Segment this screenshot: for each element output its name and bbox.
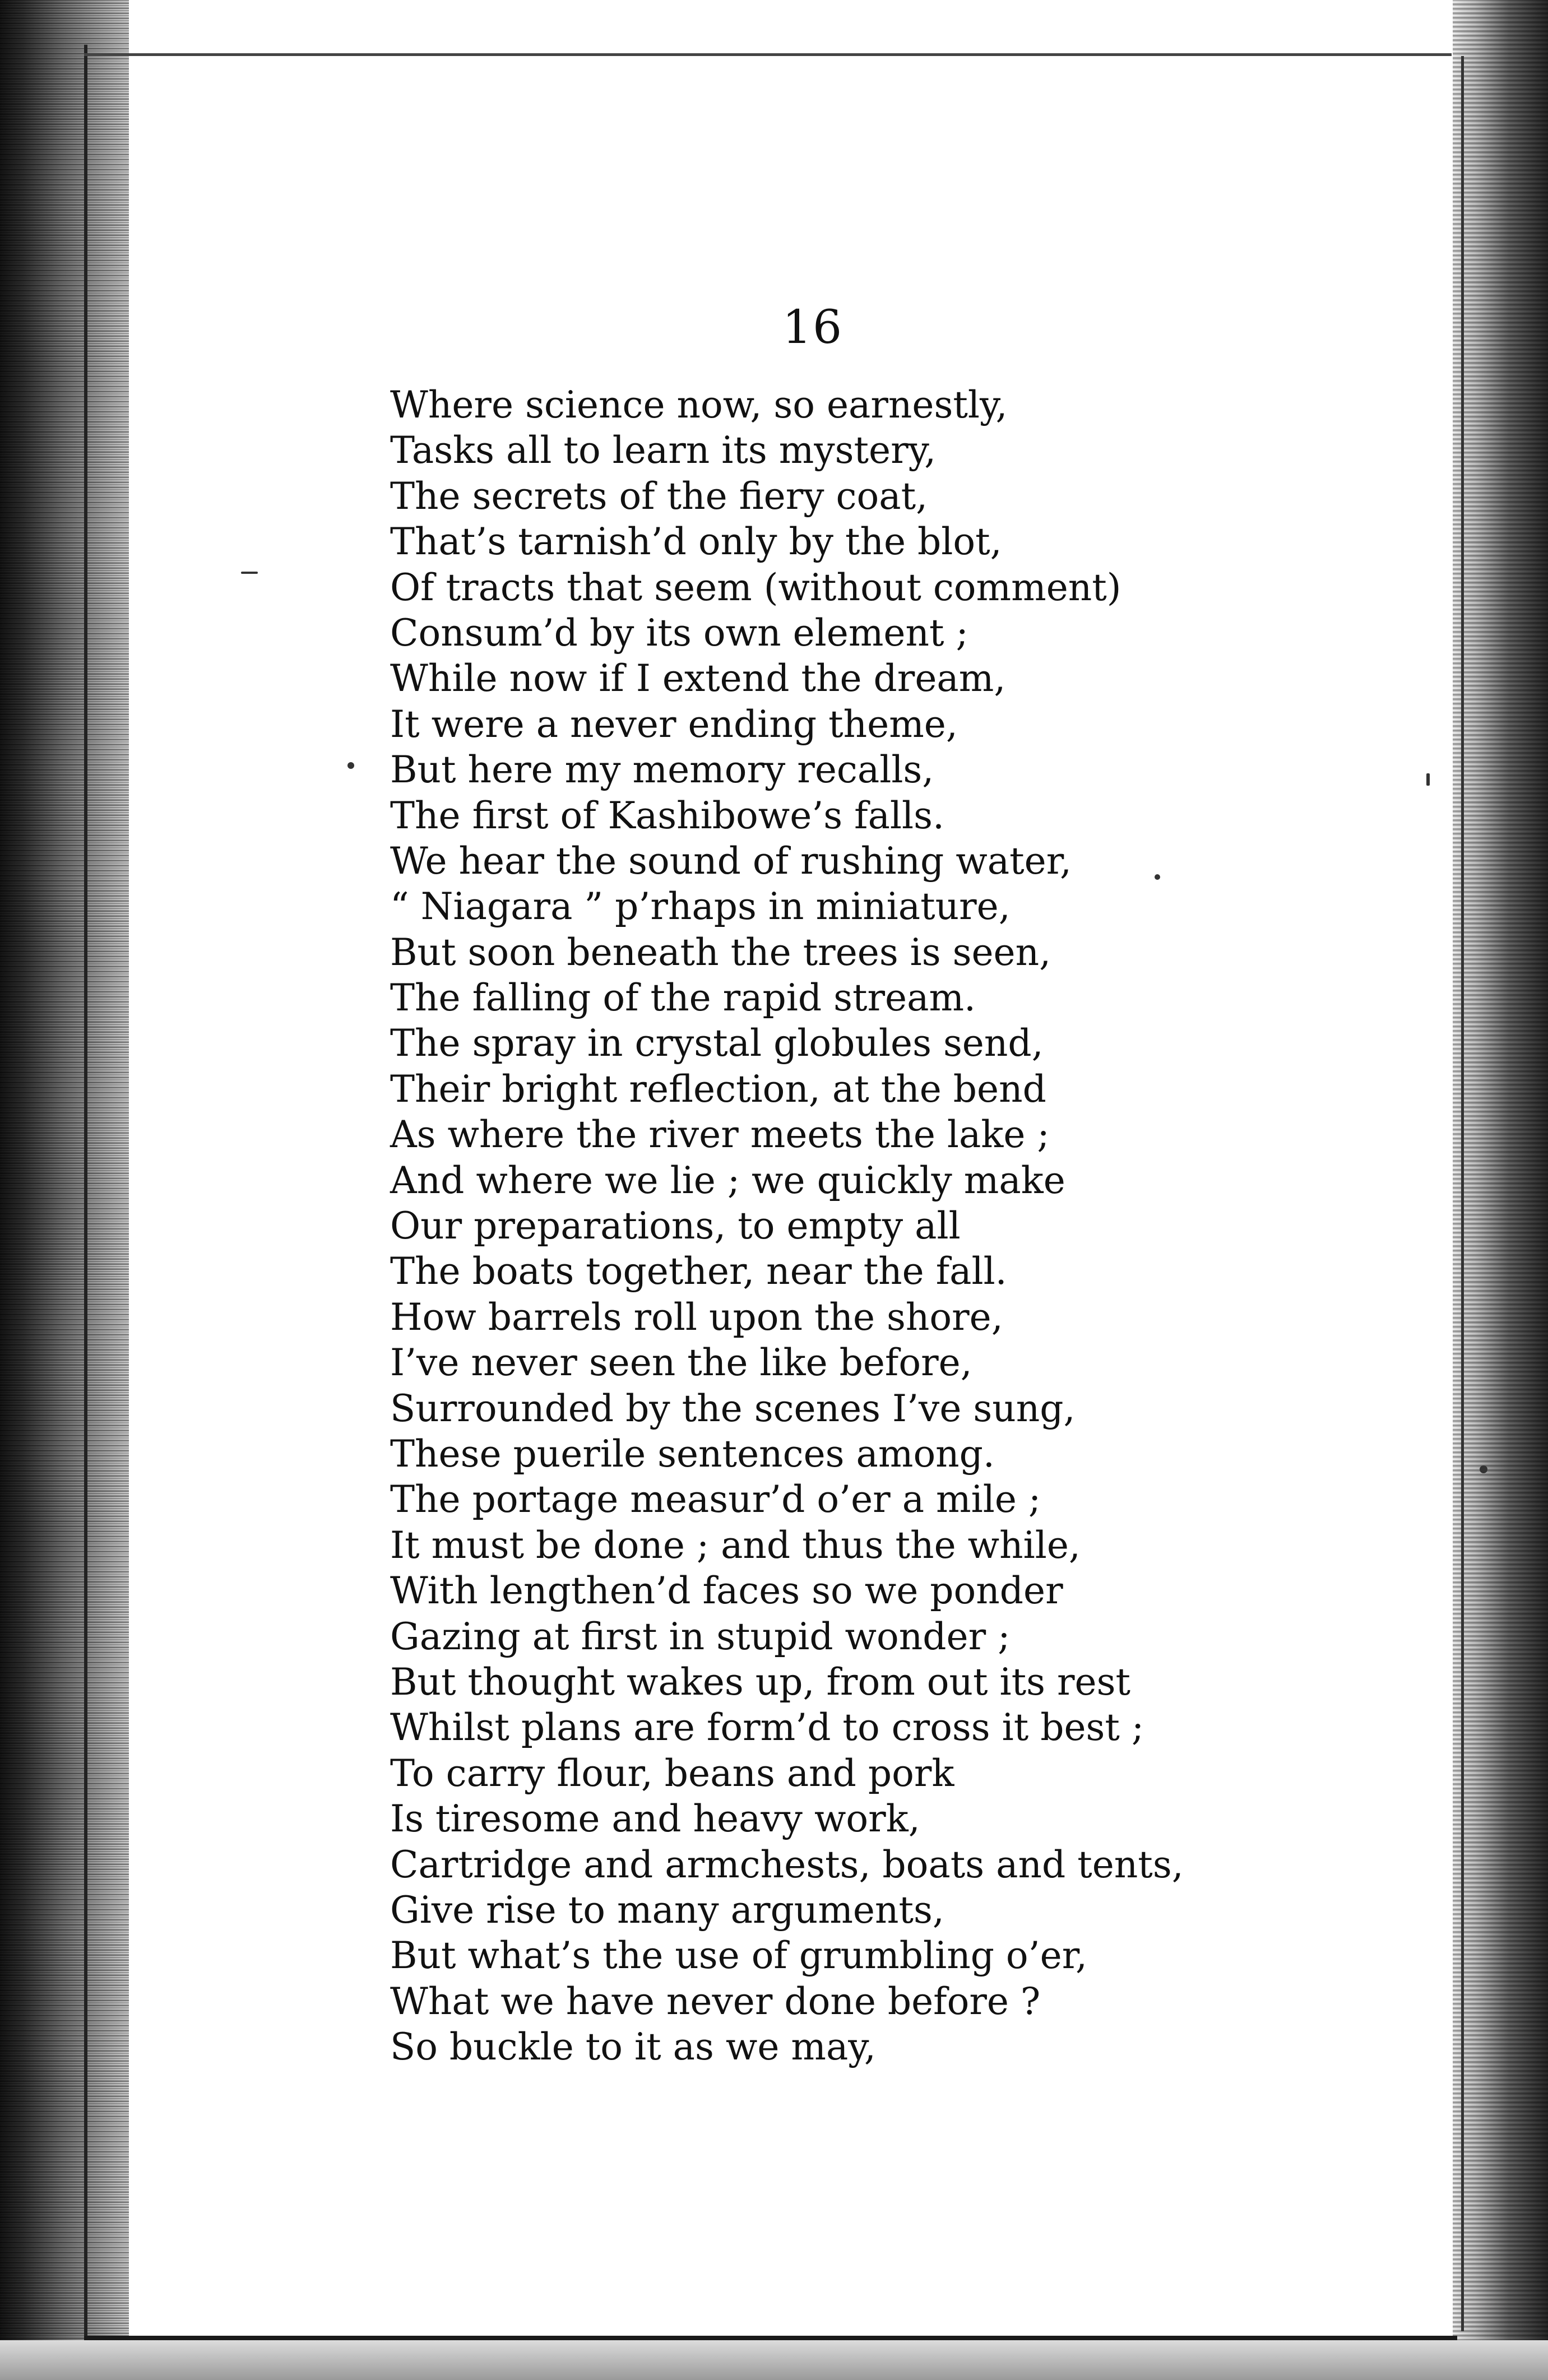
- poem-line: But thought wakes up, from out its rest: [390, 1660, 1130, 1704]
- scan-speck: [347, 762, 354, 769]
- poem-line: These puerile sentences among.: [390, 1432, 995, 1476]
- poem-line: So buckle to it as we may,: [390, 2025, 876, 2069]
- poem-line: What we have never done before ?: [390, 1979, 1041, 2023]
- poem-line: I’ve never seen the like before,: [390, 1341, 972, 1385]
- poem-line: But soon beneath the trees is seen,: [390, 930, 1051, 974]
- poem-line: The first of Kashibowe’s falls.: [390, 794, 945, 837]
- poem-line: How barrels roll upon the shore,: [390, 1295, 1003, 1339]
- poem-line: And where we lie ; we quickly make: [390, 1158, 1065, 1202]
- poem-line: It were a never ending theme,: [390, 702, 958, 746]
- poem-line: “ Niagara ” p’rhaps in miniature,: [390, 885, 1011, 929]
- poem-line: Tasks all to learn its mystery,: [390, 429, 937, 472]
- poem-text: [390, 382, 1231, 2070]
- scan-speck: [241, 572, 258, 574]
- poem-line: Their bright reflection, at the bend: [390, 1067, 1046, 1111]
- poem-line: While now if I extend the dream,: [390, 657, 1006, 700]
- top-border-line: [84, 53, 1452, 56]
- scan-speck: [1426, 773, 1430, 786]
- poem-line: The spray in crystal globules send,: [390, 1022, 1044, 1065]
- right-border-line: [1461, 56, 1464, 2331]
- poem-line: Give rise to many arguments,: [390, 1888, 944, 1932]
- scan-speck: [1480, 1465, 1487, 1473]
- poem-line: Where science now, so earnestly,: [390, 383, 1008, 426]
- poem-line: Surrounded by the scenes I’ve sung,: [390, 1386, 1076, 1430]
- poem-line: But what’s the use of grumbling o’er,: [390, 1934, 1087, 1978]
- poem-line: The boats together, near the fall.: [390, 1250, 1007, 1293]
- page-number: 16: [782, 301, 843, 354]
- poem-line: Of tracts that seem (without comment): [390, 565, 1121, 609]
- bottom-border-line: [84, 2336, 1457, 2340]
- poem-line: But here my memory recalls,: [390, 748, 934, 792]
- poem-line: The secrets of the fiery coat,: [390, 474, 928, 518]
- scanned-binding-edge: [0, 0, 129, 2380]
- scan-bottom-margin: [0, 2340, 1548, 2380]
- poem-line: Gazing at first in stupid wonder ;: [390, 1614, 1011, 1658]
- scanned-page-edge: [1453, 0, 1548, 2380]
- poem-line: As where the river meets the lake ;: [390, 1113, 1050, 1157]
- left-border-line: [84, 45, 87, 2337]
- poem-line: To carry flour, beans and pork: [390, 1751, 954, 1795]
- poem-line: The falling of the rapid stream.: [390, 976, 976, 1020]
- poem-line: Is tiresome and heavy work,: [390, 1797, 920, 1841]
- poem-line: That’s tarnish’d only by the blot,: [390, 520, 1002, 564]
- poem-line: We hear the sound of rushing water,: [390, 839, 1072, 883]
- poem-line: Cartridge and armchests, boats and tents,: [390, 1843, 1184, 1886]
- poem-line: Whilst plans are form’d to cross it best ;: [390, 1706, 1144, 1750]
- poem-line: Our preparations, to empty all: [390, 1204, 961, 1248]
- poem-line: It must be done ; and thus the while,: [390, 1523, 1081, 1567]
- poem-line: With lengthen’d faces so we ponder: [390, 1569, 1063, 1613]
- poem-line: The portage measur’d o’er a mile ;: [390, 1478, 1041, 1521]
- poem-line: Consum’d by its own element ;: [390, 611, 968, 655]
